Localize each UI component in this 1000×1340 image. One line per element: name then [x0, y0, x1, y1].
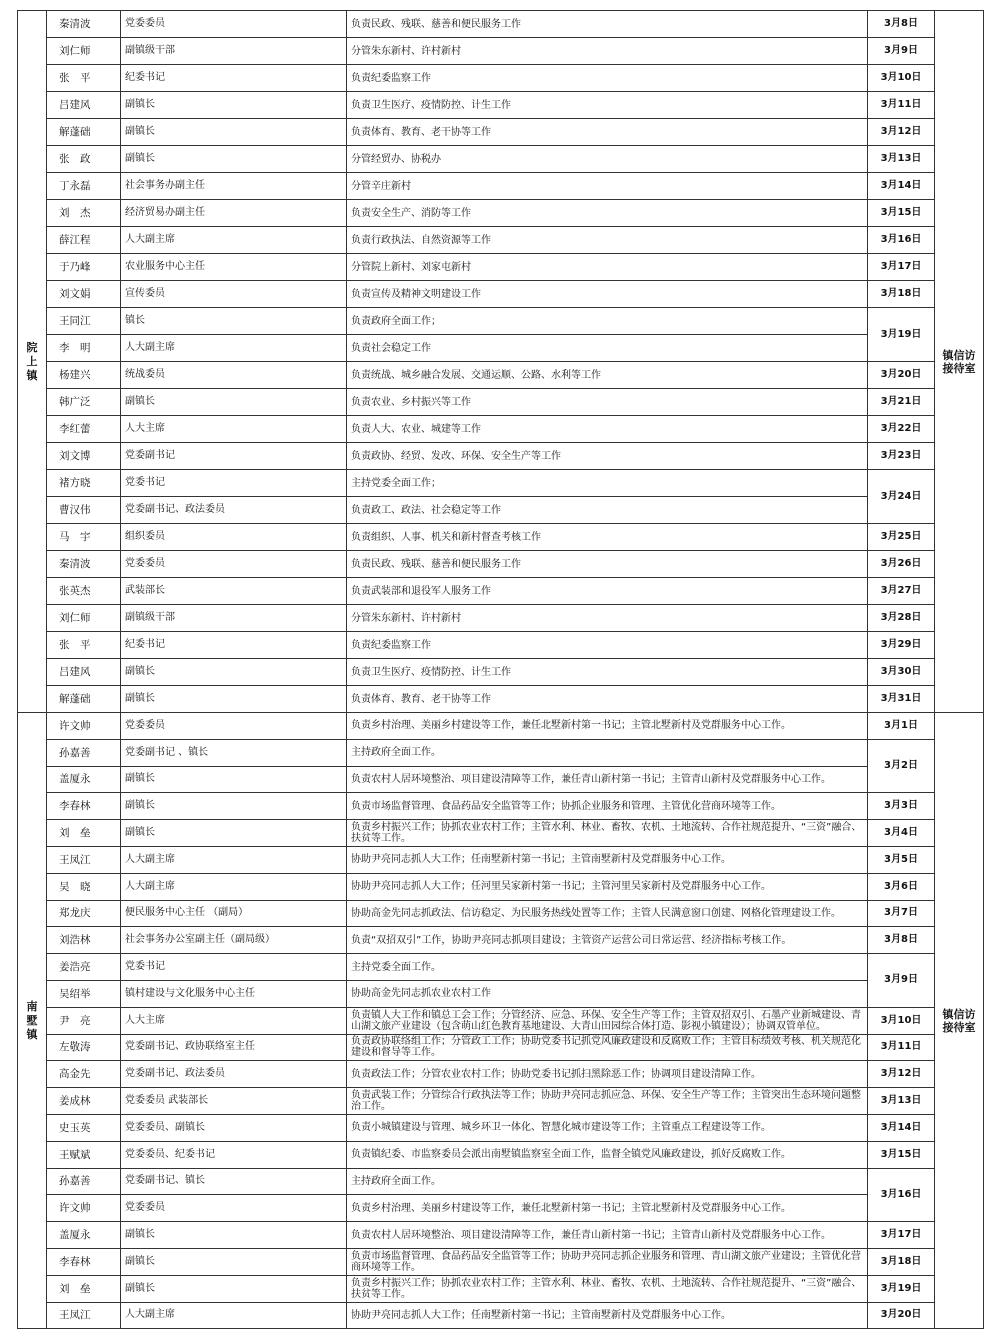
official-position: 党委书记	[121, 954, 347, 981]
official-position: 党委委员	[121, 551, 347, 578]
official-position: 党委委员、纪委书记	[121, 1141, 347, 1168]
official-name: 左敬涛	[47, 1034, 121, 1061]
reception-date: 3月10日	[868, 1007, 935, 1034]
official-position: 党委副书记、政法委员	[121, 1061, 347, 1088]
table-row	[18, 659, 984, 686]
official-duties: 负责镇纪委、市监察委员会派出南墅镇监察室全面工作，监督全镇党风廉政建设，抓好反腐败工作。	[347, 1141, 868, 1168]
town-name-cell	[18, 713, 47, 1329]
official-name: 解蓬础	[47, 119, 121, 146]
table-row	[18, 954, 984, 981]
table-row	[18, 1168, 984, 1195]
official-name: 盖厦永	[47, 766, 121, 793]
official-position: 副镇长	[121, 1275, 347, 1302]
official-name: 王同江	[47, 308, 121, 335]
schedule-body	[18, 11, 984, 1329]
official-duties: 负责乡村振兴工作；协抓农业农村工作；主管水利、林业、畜牧、农机、土地流转、合作社规范提升、“三资”融合、扶贫等工作。	[347, 1275, 868, 1302]
table-row	[18, 1275, 984, 1302]
reception-date: 3月12日	[868, 119, 935, 146]
reception-date: 3月14日	[868, 173, 935, 200]
reception-date: 3月23日	[868, 443, 935, 470]
official-position: 镇村建设与文化服务中心主任	[121, 980, 347, 1007]
table-row	[18, 200, 984, 227]
table-row	[18, 281, 984, 308]
table-row	[18, 551, 984, 578]
reception-date: 3月15日	[868, 200, 935, 227]
official-duties: 负责乡村治理、美丽乡村建设等工作，兼任北墅新村第一书记；主管北墅新村及党群服务中心工作。	[347, 1195, 868, 1222]
official-position: 副镇长	[121, 686, 347, 713]
official-duties: 负责行政执法、自然资源等工作	[347, 227, 868, 254]
official-position: 社会事务办副主任	[121, 173, 347, 200]
official-duties: 协助尹亮同志抓人大工作；任南墅新村第一书记；主管南墅新村及党群服务中心工作。	[347, 1302, 868, 1329]
official-name: 王凤江	[47, 1302, 121, 1329]
official-position: 副镇长	[121, 766, 347, 793]
official-name: 孙嘉善	[47, 739, 121, 766]
official-name: 李 明	[47, 335, 121, 362]
official-position: 党委副书记	[121, 443, 347, 470]
official-name: 李红蕾	[47, 416, 121, 443]
reception-date: 3月11日	[868, 1034, 935, 1061]
reception-date: 3月1日	[868, 713, 935, 740]
table-row	[18, 1141, 984, 1168]
table-row	[18, 900, 984, 927]
official-name: 孙嘉善	[47, 1168, 121, 1195]
table-row	[18, 766, 984, 793]
table-row	[18, 389, 984, 416]
table-row	[18, 524, 984, 551]
official-duties: 分管院上新村、刘家屯新村	[347, 254, 868, 281]
table-row	[18, 739, 984, 766]
reception-date: 3月13日	[868, 1088, 935, 1115]
official-name: 张 平	[47, 65, 121, 92]
reception-date: 3月8日	[868, 927, 935, 954]
reception-date: 3月3日	[868, 793, 935, 820]
official-name: 刘仁师	[47, 605, 121, 632]
official-position: 副镇长	[121, 659, 347, 686]
official-position: 副镇长	[121, 119, 347, 146]
reception-date: 3月4日	[868, 820, 935, 847]
table-row	[18, 119, 984, 146]
official-name: 刘 垒	[47, 1275, 121, 1302]
official-duties: 主持党委全面工作；	[347, 470, 868, 497]
official-duties: 负责乡村振兴工作；协抓农业农村工作；主管水利、林业、畜牧、农机、土地流转、合作社规范提升、“三资”融合、扶贫等工作。	[347, 820, 868, 847]
reception-date: 3月20日	[868, 1302, 935, 1329]
table-row	[18, 38, 984, 65]
reception-date: 3月15日	[868, 1141, 935, 1168]
table-row	[18, 497, 984, 524]
reception-place: 镇信访接待室	[935, 11, 984, 713]
official-duties: 负责体育、教育、老干协等工作	[347, 686, 868, 713]
official-name: 褚方晓	[47, 470, 121, 497]
table-row	[18, 1034, 984, 1061]
official-name: 王凤江	[47, 846, 121, 873]
official-position: 副镇长	[121, 1248, 347, 1275]
official-position: 党委副书记、政协联络室主任	[121, 1034, 347, 1061]
official-name: 许文帅	[47, 1195, 121, 1222]
official-position: 纪委书记	[121, 65, 347, 92]
official-position: 副镇长	[121, 146, 347, 173]
reception-date: 3月20日	[868, 362, 935, 389]
official-name: 吴绍举	[47, 980, 121, 1007]
table-row	[18, 335, 984, 362]
official-position: 副镇长	[121, 793, 347, 820]
official-position: 经济贸易办副主任	[121, 200, 347, 227]
official-duties: 负责农业、乡村振兴等工作	[347, 389, 868, 416]
reception-date: 3月29日	[868, 632, 935, 659]
official-duties: 负责镇人大工作和镇总工会工作；分管经济、应急、环保、安全生产等工作；主管双招双引、石墨产业新城建设、青山湖文旅产业建设（包含萌山红色教育基地建设、大青山田园综合体打造、影视小镇建设）；协调双管单位。	[347, 1007, 868, 1034]
official-duties: 负责市场监督管理、食品药品安全监管等工作；协助尹亮同志抓企业服务和管理、青山湖文旅产业建设；主管优化营商环境等工作。	[347, 1248, 868, 1275]
reception-date: 3月10日	[868, 65, 935, 92]
table-row	[18, 308, 984, 335]
official-duties: 负责纪委监察工作	[347, 65, 868, 92]
table-row	[18, 1007, 984, 1034]
table-row	[18, 1195, 984, 1222]
official-name: 吕建风	[47, 92, 121, 119]
reception-date: 3月31日	[868, 686, 935, 713]
table-row	[18, 846, 984, 873]
official-position: 党委委员	[121, 1195, 347, 1222]
table-row	[18, 227, 984, 254]
official-duties: 负责“双招双引”工作，协助尹亮同志抓项目建设；主管资产运营公司日常运营、经济指标考核工作。	[347, 927, 868, 954]
official-name: 马 宇	[47, 524, 121, 551]
official-position: 党委副书记、镇长	[121, 1168, 347, 1195]
reception-date: 3月30日	[868, 659, 935, 686]
official-name: 杨建兴	[47, 362, 121, 389]
official-name: 姜浩亮	[47, 954, 121, 981]
official-duties: 负责人大、农业、城建等工作	[347, 416, 868, 443]
official-duties: 负责纪委监察工作	[347, 632, 868, 659]
table-row	[18, 686, 984, 713]
official-duties: 负责政府全面工作；	[347, 308, 868, 335]
reception-date: 3月5日	[868, 846, 935, 873]
official-duties: 负责民政、残联、慈善和便民服务工作	[347, 11, 868, 38]
official-duties: 协助高金先同志抓农业农村工作	[347, 980, 868, 1007]
official-duties: 主持政府全面工作。	[347, 739, 868, 766]
official-position: 纪委书记	[121, 632, 347, 659]
official-position: 武装部长	[121, 578, 347, 605]
official-position: 镇长	[121, 308, 347, 335]
official-duties: 负责武装工作；分管综合行政执法等工作；协助尹亮同志抓应急、环保、安全生产等工作；主管突出生态环境问题整治工作。	[347, 1088, 868, 1115]
reception-date: 3月19日	[868, 308, 935, 362]
reception-schedule-table	[17, 10, 984, 1329]
official-duties: 主持政府全面工作。	[347, 1168, 868, 1195]
official-name: 解蓬础	[47, 686, 121, 713]
reception-date: 3月12日	[868, 1061, 935, 1088]
table-row	[18, 416, 984, 443]
official-duties: 负责统战、城乡融合发展、交通运顺、公路、水利等工作	[347, 362, 868, 389]
official-position: 副镇长	[121, 389, 347, 416]
official-name: 吴 晓	[47, 873, 121, 900]
official-position: 人大主席	[121, 1007, 347, 1034]
official-name: 曹汉伟	[47, 497, 121, 524]
official-name: 刘 杰	[47, 200, 121, 227]
official-name: 秦清波	[47, 11, 121, 38]
official-duties: 负责农村人居环境整治、项目建设清障等工作，兼任青山新村第一书记；主管青山新村及党群服务中心工作。	[347, 766, 868, 793]
official-position: 副镇长	[121, 820, 347, 847]
reception-date: 3月18日	[868, 281, 935, 308]
official-position: 农业服务中心主任	[121, 254, 347, 281]
official-name: 姜成林	[47, 1088, 121, 1115]
official-duties: 负责宣传及精神文明建设工作	[347, 281, 868, 308]
official-duties: 负责农村人居环境整治、项目建设清障等工作，兼任青山新村第一书记；主管青山新村及党群服务中心工作。	[347, 1222, 868, 1249]
official-duties: 分管辛庄新村	[347, 173, 868, 200]
reception-date: 3月2日	[868, 739, 935, 793]
official-duties: 分管朱东新村、许村新村	[347, 605, 868, 632]
reception-date: 3月8日	[868, 11, 935, 38]
official-name: 刘文博	[47, 443, 121, 470]
official-duties: 协助尹亮同志抓人大工作；任河里吴家新村第一书记；主管河里吴家新村及党群服务中心工作。	[347, 873, 868, 900]
official-position: 党委委员 武装部长	[121, 1088, 347, 1115]
table-row	[18, 873, 984, 900]
official-name: 张英杰	[47, 578, 121, 605]
table-row	[18, 713, 984, 740]
reception-date: 3月27日	[868, 578, 935, 605]
reception-date: 3月24日	[868, 470, 935, 524]
official-duties: 负责组织、人事、机关和新村督查考核工作	[347, 524, 868, 551]
table-row	[18, 65, 984, 92]
official-name: 刘 垒	[47, 820, 121, 847]
table-row	[18, 254, 984, 281]
reception-date: 3月16日	[868, 227, 935, 254]
official-position: 统战委员	[121, 362, 347, 389]
reception-date: 3月17日	[868, 1222, 935, 1249]
reception-date: 3月13日	[868, 146, 935, 173]
official-name: 史玉英	[47, 1114, 121, 1141]
official-position: 党委委员	[121, 713, 347, 740]
table-row	[18, 443, 984, 470]
official-name: 秦清波	[47, 551, 121, 578]
table-row	[18, 11, 984, 38]
table-row	[18, 578, 984, 605]
official-duties: 负责小城镇建设与管理、城乡环卫一体化、智慧化城市建设等工作；主管重点工程建设等工作。	[347, 1114, 868, 1141]
official-duties: 负责乡村治理、美丽乡村建设等工作，兼任北墅新村第一书记；主管北墅新村及党群服务中心工作。	[347, 713, 868, 740]
official-position: 人大副主席	[121, 1302, 347, 1329]
table-row	[18, 605, 984, 632]
official-position: 便民服务中心主任 （副局）	[121, 900, 347, 927]
table-row	[18, 1088, 984, 1115]
official-position: 人大主席	[121, 416, 347, 443]
official-position: 党委书记	[121, 470, 347, 497]
reception-date: 3月7日	[868, 900, 935, 927]
official-position: 党委委员、副镇长	[121, 1114, 347, 1141]
table-row	[18, 1114, 984, 1141]
official-duties: 负责卫生医疗、疫情防控、计生工作	[347, 659, 868, 686]
reception-date: 3月26日	[868, 551, 935, 578]
official-name: 张 平	[47, 632, 121, 659]
official-duties: 负责民政、残联、慈善和便民服务工作	[347, 551, 868, 578]
official-name: 盖厦永	[47, 1222, 121, 1249]
official-name: 许文帅	[47, 713, 121, 740]
official-name: 尹 亮	[47, 1007, 121, 1034]
official-duties: 负责政法工作；分管农业农村工作；协助党委书记抓扫黑除恶工作；协调项目建设清障工作。	[347, 1061, 868, 1088]
reception-date: 3月9日	[868, 954, 935, 1008]
official-name: 刘浩林	[47, 927, 121, 954]
reception-date: 3月11日	[868, 92, 935, 119]
official-position: 社会事务办公室副主任（副局级）	[121, 927, 347, 954]
official-name: 韩广泛	[47, 389, 121, 416]
official-duties: 主持党委全面工作。	[347, 954, 868, 981]
official-position: 党委副书记、政法委员	[121, 497, 347, 524]
table-row	[18, 793, 984, 820]
reception-date: 3月18日	[868, 1248, 935, 1275]
official-duties: 协助尹亮同志抓人大工作；任南墅新村第一书记；主管南墅新村及党群服务中心工作。	[347, 846, 868, 873]
official-duties: 负责社会稳定工作	[347, 335, 868, 362]
official-name: 刘仁师	[47, 38, 121, 65]
official-duties: 负责体育、教育、老干协等工作	[347, 119, 868, 146]
official-position: 党委副书记 、镇长	[121, 739, 347, 766]
table-row	[18, 146, 984, 173]
table-row	[18, 1248, 984, 1275]
table-row	[18, 362, 984, 389]
reception-date: 3月28日	[868, 605, 935, 632]
reception-date: 3月21日	[868, 389, 935, 416]
table-row	[18, 470, 984, 497]
official-duties: 负责政工、政法、社会稳定等工作	[347, 497, 868, 524]
table-row	[18, 927, 984, 954]
official-duties: 负责安全生产、消防等工作	[347, 200, 868, 227]
reception-date: 3月17日	[868, 254, 935, 281]
official-name: 于乃峰	[47, 254, 121, 281]
official-duties: 负责政协联络组工作；分管政工工作；协助党委书记抓党风廉政建设和反腐败工作；主管目标绩效考核、机关规范化建设和督导等工作。	[347, 1034, 868, 1061]
table-row	[18, 980, 984, 1007]
table-row	[18, 820, 984, 847]
official-position: 宣传委员	[121, 281, 347, 308]
official-name: 张 政	[47, 146, 121, 173]
official-name: 郑龙庆	[47, 900, 121, 927]
table-row	[18, 1061, 984, 1088]
town-name: 南墅镇	[26, 999, 38, 1041]
official-position: 副镇长	[121, 1222, 347, 1249]
official-duties: 负责市场监督管理、食品药品安全监管等工作；协抓企业服务和管理、主管优化营商环境等工作。	[347, 793, 868, 820]
official-position: 组织委员	[121, 524, 347, 551]
official-duties: 负责武装部和退役军人服务工作	[347, 578, 868, 605]
official-name: 薛江程	[47, 227, 121, 254]
official-position: 人大副主席	[121, 873, 347, 900]
official-position: 副镇级干部	[121, 605, 347, 632]
table-row	[18, 173, 984, 200]
official-name: 刘文娟	[47, 281, 121, 308]
official-name: 李春林	[47, 793, 121, 820]
reception-place: 镇信访接待室	[935, 713, 984, 1329]
official-position: 人大副主席	[121, 335, 347, 362]
official-name: 丁永磊	[47, 173, 121, 200]
official-name: 王赋斌	[47, 1141, 121, 1168]
reception-date: 3月25日	[868, 524, 935, 551]
official-position: 人大副主席	[121, 227, 347, 254]
reception-date: 3月22日	[868, 416, 935, 443]
official-position: 副镇级干部	[121, 38, 347, 65]
official-duties: 负责政协、经贸、发改、环保、安全生产等工作	[347, 443, 868, 470]
reception-date: 3月6日	[868, 873, 935, 900]
official-position: 党委委员	[121, 11, 347, 38]
reception-date: 3月9日	[868, 38, 935, 65]
table-row	[18, 632, 984, 659]
official-position: 副镇长	[121, 92, 347, 119]
reception-date: 3月16日	[868, 1168, 935, 1222]
table-row	[18, 1302, 984, 1329]
town-name: 院上镇	[26, 340, 38, 382]
official-duties: 分管经贸办、协税办	[347, 146, 868, 173]
official-duties: 负责卫生医疗、疫情防控、计生工作	[347, 92, 868, 119]
reception-date: 3月19日	[868, 1275, 935, 1302]
table-row	[18, 1222, 984, 1249]
town-name-cell	[18, 11, 47, 713]
table-row	[18, 92, 984, 119]
official-duties: 协助高金先同志抓政法、信访稳定、为民服务热线处置等工作；主管人民满意窗口创建、网格化管理建设工作。	[347, 900, 868, 927]
reception-date: 3月14日	[868, 1114, 935, 1141]
official-name: 高金先	[47, 1061, 121, 1088]
official-position: 人大副主席	[121, 846, 347, 873]
official-duties: 分管朱东新村、许村新村	[347, 38, 868, 65]
official-name: 吕建风	[47, 659, 121, 686]
official-name: 李春林	[47, 1248, 121, 1275]
